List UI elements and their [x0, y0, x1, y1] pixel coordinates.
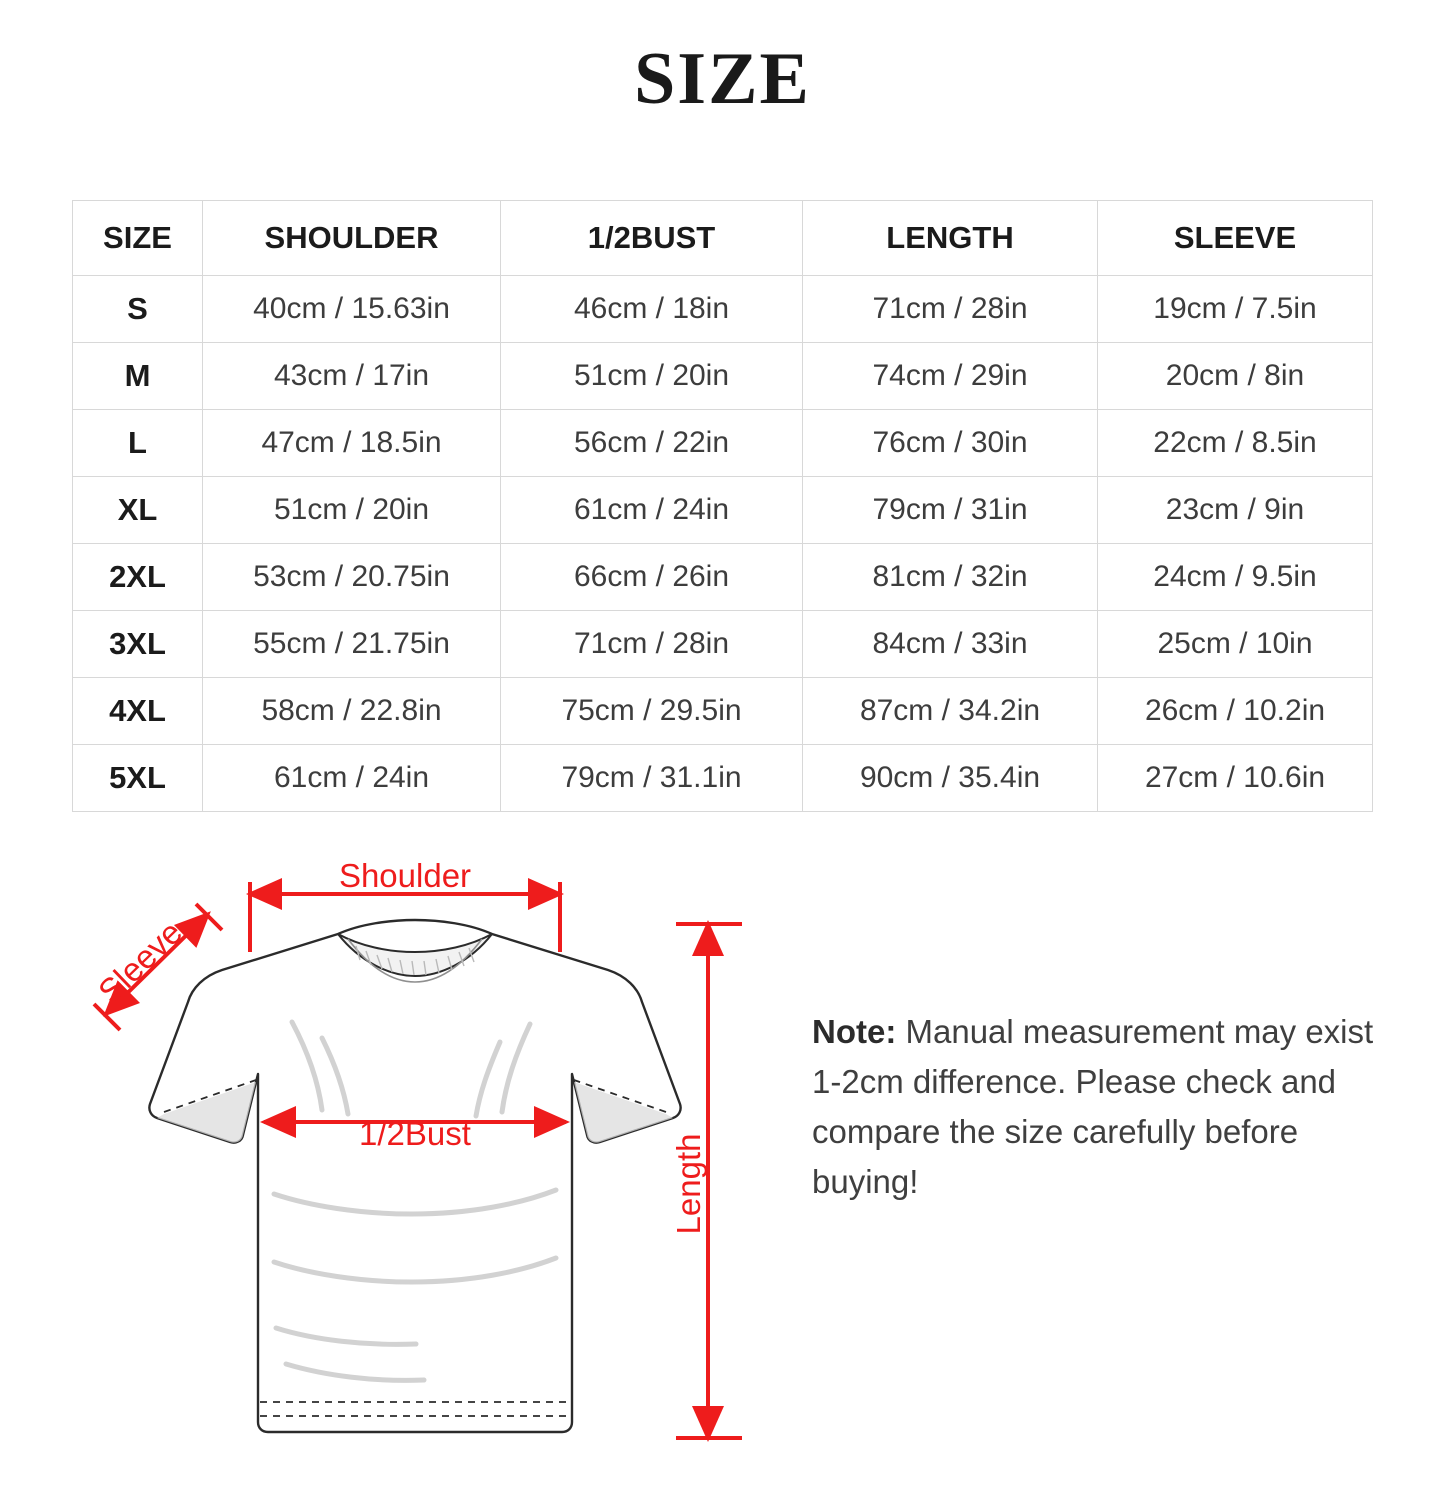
- table-row: [73, 477, 1373, 544]
- cell-length: 74cm / 29in: [803, 343, 1098, 410]
- cell-half-bust: 75cm / 29.5in: [501, 678, 803, 745]
- table-row: [73, 276, 1373, 343]
- cell-shoulder: 43cm / 17in: [203, 343, 501, 410]
- table-row: [73, 544, 1373, 611]
- sleeve-label: Sleeve: [90, 913, 190, 1011]
- cell-half-bust: 46cm / 18in: [501, 276, 803, 343]
- cell-shoulder: 58cm / 22.8in: [203, 678, 501, 745]
- cell-length: 84cm / 33in: [803, 611, 1098, 678]
- cell-sleeve: 24cm / 9.5in: [1098, 544, 1373, 611]
- tshirt-outline: [149, 920, 680, 1432]
- column-header-half-bust: 1/2BUST: [501, 201, 803, 276]
- cell-length: 79cm / 31in: [803, 477, 1098, 544]
- table-row: [73, 343, 1373, 410]
- cell-shoulder: 53cm / 20.75in: [203, 544, 501, 611]
- cell-sleeve: 19cm / 7.5in: [1098, 276, 1373, 343]
- page-title: SIZE: [634, 38, 811, 120]
- cell-size: XL: [73, 477, 203, 544]
- cell-sleeve: 26cm / 10.2in: [1098, 678, 1373, 745]
- cell-sleeve: 20cm / 8in: [1098, 343, 1373, 410]
- cell-shoulder: 55cm / 21.75in: [203, 611, 501, 678]
- size-chart-table: [72, 200, 1373, 812]
- cell-length: 76cm / 30in: [803, 410, 1098, 477]
- length-label: Length: [670, 1133, 707, 1235]
- cell-size: 4XL: [73, 678, 203, 745]
- table-row: [73, 678, 1373, 745]
- cell-size: L: [73, 410, 203, 477]
- cell-shoulder: 61cm / 24in: [203, 745, 501, 812]
- cell-half-bust: 61cm / 24in: [501, 477, 803, 544]
- cell-shoulder: 47cm / 18.5in: [203, 410, 501, 477]
- cell-sleeve: 25cm / 10in: [1098, 611, 1373, 678]
- cell-size: S: [73, 276, 203, 343]
- column-header-size: SIZE: [73, 201, 203, 276]
- cell-sleeve: 27cm / 10.6in: [1098, 745, 1373, 812]
- cell-sleeve: 23cm / 9in: [1098, 477, 1373, 544]
- column-header-length: LENGTH: [803, 201, 1098, 276]
- half-bust-label: 1/2Bust: [359, 1115, 471, 1152]
- cell-size: M: [73, 343, 203, 410]
- cell-shoulder: 51cm / 20in: [203, 477, 501, 544]
- table-header-row: [73, 201, 1373, 276]
- size-chart-table-wrapper: [72, 200, 1372, 812]
- cell-half-bust: 56cm / 22in: [501, 410, 803, 477]
- measurement-note: [812, 1007, 1392, 1208]
- column-header-shoulder: SHOULDER: [203, 201, 501, 276]
- cell-length: 90cm / 35.4in: [803, 745, 1098, 812]
- cell-sleeve: 22cm / 8.5in: [1098, 410, 1373, 477]
- cell-length: 81cm / 32in: [803, 544, 1098, 611]
- cell-size: 3XL: [73, 611, 203, 678]
- shoulder-label: Shoulder: [338, 857, 472, 894]
- cell-length: 87cm / 34.2in: [803, 678, 1098, 745]
- cell-size: 5XL: [73, 745, 203, 812]
- table-row: [73, 611, 1373, 678]
- table-row: [73, 745, 1373, 812]
- cell-half-bust: 51cm / 20in: [501, 343, 803, 410]
- cell-half-bust: 66cm / 26in: [501, 544, 803, 611]
- cell-size: 2XL: [73, 544, 203, 611]
- cell-half-bust: 79cm / 31.1in: [501, 745, 803, 812]
- tshirt-diagram-svg: [60, 842, 820, 1482]
- cell-shoulder: 40cm / 15.63in: [203, 276, 501, 343]
- table-row: [73, 410, 1373, 477]
- note-prefix: Note:: [812, 1013, 897, 1050]
- column-header-sleeve: SLEEVE: [1098, 201, 1373, 276]
- cell-half-bust: 71cm / 28in: [501, 611, 803, 678]
- cell-length: 71cm / 28in: [803, 276, 1098, 343]
- note-text: Manual measurement may exist 1-2cm difference. Please check and compare the size carefully before buying!: [812, 1013, 1374, 1201]
